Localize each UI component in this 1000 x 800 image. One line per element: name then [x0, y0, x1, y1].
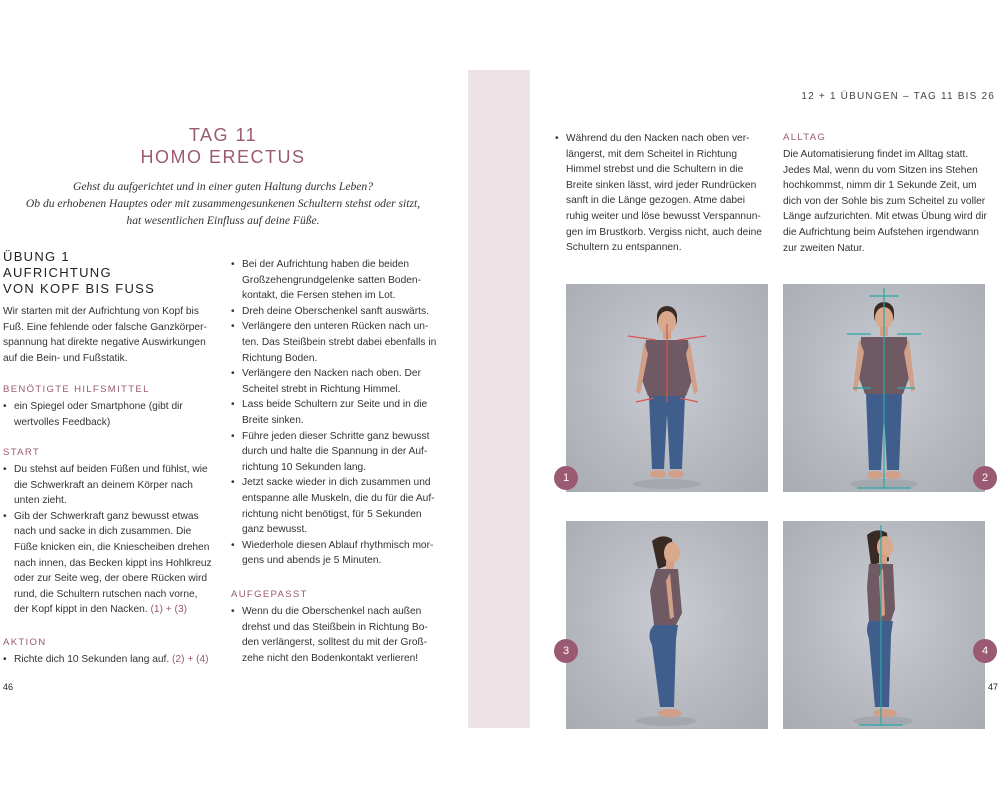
text-line: richtung nicht benötigst, für 5 Sekunden: [242, 508, 422, 520]
photo-4-side-upright: [783, 521, 985, 729]
text-line: • Wiederhole diesen Ablauf rhythmisch mor-: [242, 539, 434, 551]
text-line: • Führe jeden dieser Schritte ganz bewusst: [242, 430, 430, 442]
list-item: [231, 257, 436, 304]
text-line: Länge aufzurichten. Mit etwas Übung wird dir: [783, 211, 987, 223]
text-line: wertvolles Feedback): [14, 416, 111, 428]
text-line: nach innen, das Becken kippt ins Hohlkreuz: [14, 557, 212, 569]
text-line: Himmel strebst und die Schultern in die: [566, 164, 744, 176]
text-line: ruhig weiter und löse bewusst Verspannun-: [566, 210, 761, 222]
steps-list: [231, 257, 436, 569]
text-line: • Jetzt sacke wieder in dich zusammen und: [242, 477, 431, 489]
text-line: unten zieht.: [14, 495, 67, 507]
text-line: • Verlängere den unteren Rücken nach un-: [242, 321, 429, 333]
intro-line: Ob du erhobenen Hauptes oder mit zusammengesunkenen Schultern stehst oder sitzt,: [25, 197, 421, 210]
text-line: • ein Spiegel oder Smartphone (gibt dir: [14, 401, 183, 412]
exercise-heading-line: AUFRICHTUNG: [3, 265, 112, 280]
list-item: [231, 397, 436, 428]
text-line: • Dreh deine Oberschenkel sanft auswärts.: [242, 305, 429, 317]
text-line: kontakt, die Fersen stehen im Lot.: [242, 290, 396, 302]
figure-side-illustration: [783, 521, 985, 729]
start-list: [3, 462, 212, 618]
text-line: • Während du den Nacken nach oben ver-: [566, 133, 750, 144]
text-line: Richtung Boden.: [242, 352, 318, 364]
text-line: durch und halte die Spannung in der Auf-: [242, 446, 428, 458]
text-line: auf die Bein- und Fußstatik.: [3, 352, 128, 364]
right-page: [530, 0, 1000, 800]
photo-1-front-slumped: [566, 284, 768, 492]
photo-2-front-upright: [783, 284, 985, 492]
left-page: [0, 0, 468, 800]
list-item: [231, 538, 436, 569]
text-line: die Schwerkraft an deinem Körper nach: [14, 479, 193, 491]
text-line: Großzehengrundgelenke satten Boden-: [242, 274, 421, 286]
text-line: • Du stehst auf beiden Füßen und fühlst, wie: [14, 464, 208, 475]
alltag-heading: ALLTAG: [783, 132, 827, 143]
text-line: • Wenn du die Oberschenkel nach außen: [242, 606, 422, 617]
text-line: Die Automatisierung findet im Alltag statt.: [783, 149, 969, 160]
photo-reference[interactable]: (1) + (3): [150, 604, 188, 616]
intro-line: hat wesentlichen Einfluss auf deine Füße.: [126, 214, 320, 227]
aktion-heading: AKTION: [3, 637, 47, 648]
text-line: sanft in die Länge gezogen. Atme dabei: [566, 195, 745, 207]
text-line: Breite sinken lässt, wird jeder Rundrücken: [566, 179, 757, 191]
text-line: Jedes Mal, wenn du vom Sitzen ins Stehen: [783, 164, 978, 176]
text-line: drehst und das Steißbein in Richtung Bo-: [242, 621, 428, 633]
text-line: zur zweiten Natur.: [783, 242, 865, 254]
list-item: [231, 475, 436, 537]
text-line: Wir starten mit der Aufrichtung von Kopf bis: [3, 306, 199, 317]
start-heading: START: [3, 447, 41, 458]
text-line: Scheitel strebt in Richtung Himmel.: [242, 383, 401, 395]
list-item: [231, 429, 436, 476]
day-label: TAG 11: [188, 125, 258, 145]
text-line: zehe nicht den Bodenkontakt verlieren!: [242, 652, 419, 664]
exercise-heading: [3, 249, 155, 297]
text-line: [14, 602, 212, 618]
exercise-heading-line: ÜBUNG 1: [3, 249, 70, 264]
photo-2-badge: 2: [973, 466, 997, 490]
list-item: [3, 652, 209, 668]
text-line: oder zur Seite weg, der obere Rücken wird: [14, 573, 208, 585]
list-item: [231, 604, 428, 666]
text-line: dich von der Sohle bis zum Scheitel zu voller: [783, 195, 986, 207]
page-number-left: 46: [3, 682, 14, 692]
figure-side-illustration: [566, 521, 768, 729]
text-line: • Verlängere den Nacken nach oben. Der: [242, 368, 421, 380]
running-head: 12 + 1 ÜBUNGEN – TAG 11 BIS 26: [801, 91, 995, 102]
text-fragment: Richte dich 10 Sekunden lang auf.: [14, 654, 170, 665]
text-line: • Bei der Aufrichtung haben die beiden: [242, 259, 410, 270]
text-line: die Aufrichtung beim Aufstehen irgendwann: [783, 226, 979, 238]
aktion-list: [3, 652, 209, 668]
hilfsmittel-list: [3, 399, 183, 430]
list-item: [3, 399, 183, 430]
page-gutter: [468, 70, 530, 728]
day-title: HOMO ERECTUS: [140, 147, 306, 167]
photo-3-badge: 3: [554, 639, 578, 663]
exercise-intro: [3, 304, 207, 366]
text-line: Fuß. Eine fehlende oder falsche Ganzkörper-: [3, 321, 207, 333]
text-line: den verlängerst, solltest du mit der Groß-: [242, 637, 428, 649]
photo-3-side-slumped: [566, 521, 768, 729]
text-line: ten. Das Steißbein strebt dabei ebenfalls in: [242, 336, 437, 348]
aufgepasst-heading: AUFGEPASST: [231, 589, 308, 600]
figure-front-illustration: [566, 284, 768, 492]
list-item: [3, 462, 212, 509]
text-line: • Gib der Schwerkraft ganz bewusst etwas: [14, 510, 199, 522]
intro-text: [0, 178, 446, 229]
text-line: längerst, mit dem Scheitel in Richtung: [566, 148, 738, 160]
text-line: • Lass beide Schultern zur Seite und in die: [242, 399, 428, 411]
alltag-text: [783, 147, 987, 256]
text-line: ganz bewusst.: [242, 524, 308, 536]
photo-1-badge: 1: [554, 466, 578, 490]
text-line: entspanne alle Muskeln, die du für die Auf-: [242, 492, 435, 504]
text-line: rund, die Schultern rutschen nach vorne,: [14, 588, 198, 600]
list-item: [555, 131, 762, 256]
text-line: Füße knicken ein, die Kniescheiben drehen: [14, 541, 210, 553]
continued-list: [555, 131, 762, 256]
photo-4-badge: 4: [973, 639, 997, 663]
text-line: [14, 652, 209, 668]
text-line: spannung hat direkte negative Auswirkungen: [3, 337, 206, 349]
figure-front-illustration: [783, 284, 985, 492]
page-number-right: 47: [988, 682, 999, 692]
text-line: Schultern zu entspannen.: [566, 242, 682, 254]
text-line: gens und abends je 5 Minuten.: [242, 555, 382, 567]
aufgepasst-list: [231, 604, 428, 666]
list-item: [3, 509, 212, 618]
text-line: hochkommst, nimm dir 1 Sekunde Zeit, um: [783, 180, 977, 192]
text-line: nach und sacke in dich zusammen. Die: [14, 526, 192, 538]
list-item: [231, 304, 436, 320]
text-fragment: der Kopf kippt in den Nacken.: [14, 604, 148, 616]
intro-line: Gehst du aufgerichtet und in einer guten Haltung durchs Leben?: [73, 180, 373, 193]
text-line: richtung 10 Sekunden lang.: [242, 461, 367, 473]
photo-reference[interactable]: (2) + (4): [172, 654, 209, 665]
text-line: Breite sinken.: [242, 414, 304, 426]
text-line: gen im Brustkorb. Vergiss nicht, auch deine: [566, 226, 762, 238]
list-item: [231, 319, 436, 366]
hilfsmittel-heading: BENÖTIGTE HILFSMITTEL: [3, 384, 150, 395]
list-item: [231, 366, 436, 397]
exercise-heading-line: VON KOPF BIS FUSS: [3, 281, 156, 296]
